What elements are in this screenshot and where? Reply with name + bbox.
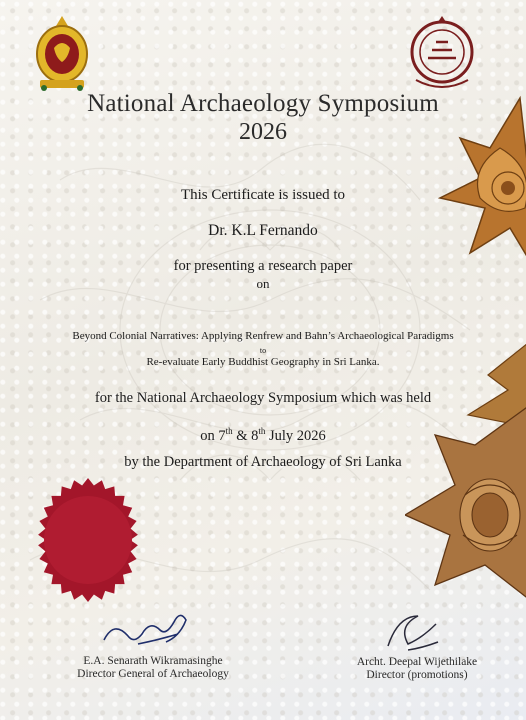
signatory-2-title: Director (promotions)	[366, 669, 468, 681]
on-word: on	[256, 276, 270, 291]
signatory-2-name: Archt. Deepal Wijethilake	[356, 656, 478, 668]
certificate-title: National Archaeology Symposium	[87, 90, 439, 117]
event-line: for the National Archaeology Symposium which was held	[94, 390, 432, 406]
signatory-1-title: Director General of Archaeology	[77, 668, 229, 680]
issued-to-line: This Certificate is issued to	[180, 187, 346, 203]
presenting-line: for presenting a research paper	[173, 258, 353, 274]
paper-title-line-2: Re-evaluate Early Buddhist Geography in Sri Lanka.	[146, 356, 380, 368]
paper-title-line-1: Beyond Colonial Narratives: Applying Renfrew and Bahn’s Archaeological Paradigms	[72, 330, 454, 342]
recipient-name: Dr. K.L Fernando	[208, 222, 318, 239]
signatory-1-name: E.A. Senarath Wikramasinghe	[83, 655, 223, 667]
event-dates: on 7th & 8th July 2026	[200, 426, 326, 444]
paper-title-connector: to	[259, 346, 267, 355]
director-general-signature	[98, 604, 208, 654]
director-promotions-signature	[378, 606, 448, 656]
sri-lanka-emblem-icon	[34, 14, 90, 94]
red-wax-seal-icon	[22, 474, 154, 606]
organizer-line: by the Department of Archaeology of Sri Lanka	[124, 454, 402, 470]
department-of-archaeology-emblem-icon	[402, 10, 482, 92]
certificate-year: 2026	[239, 119, 287, 145]
